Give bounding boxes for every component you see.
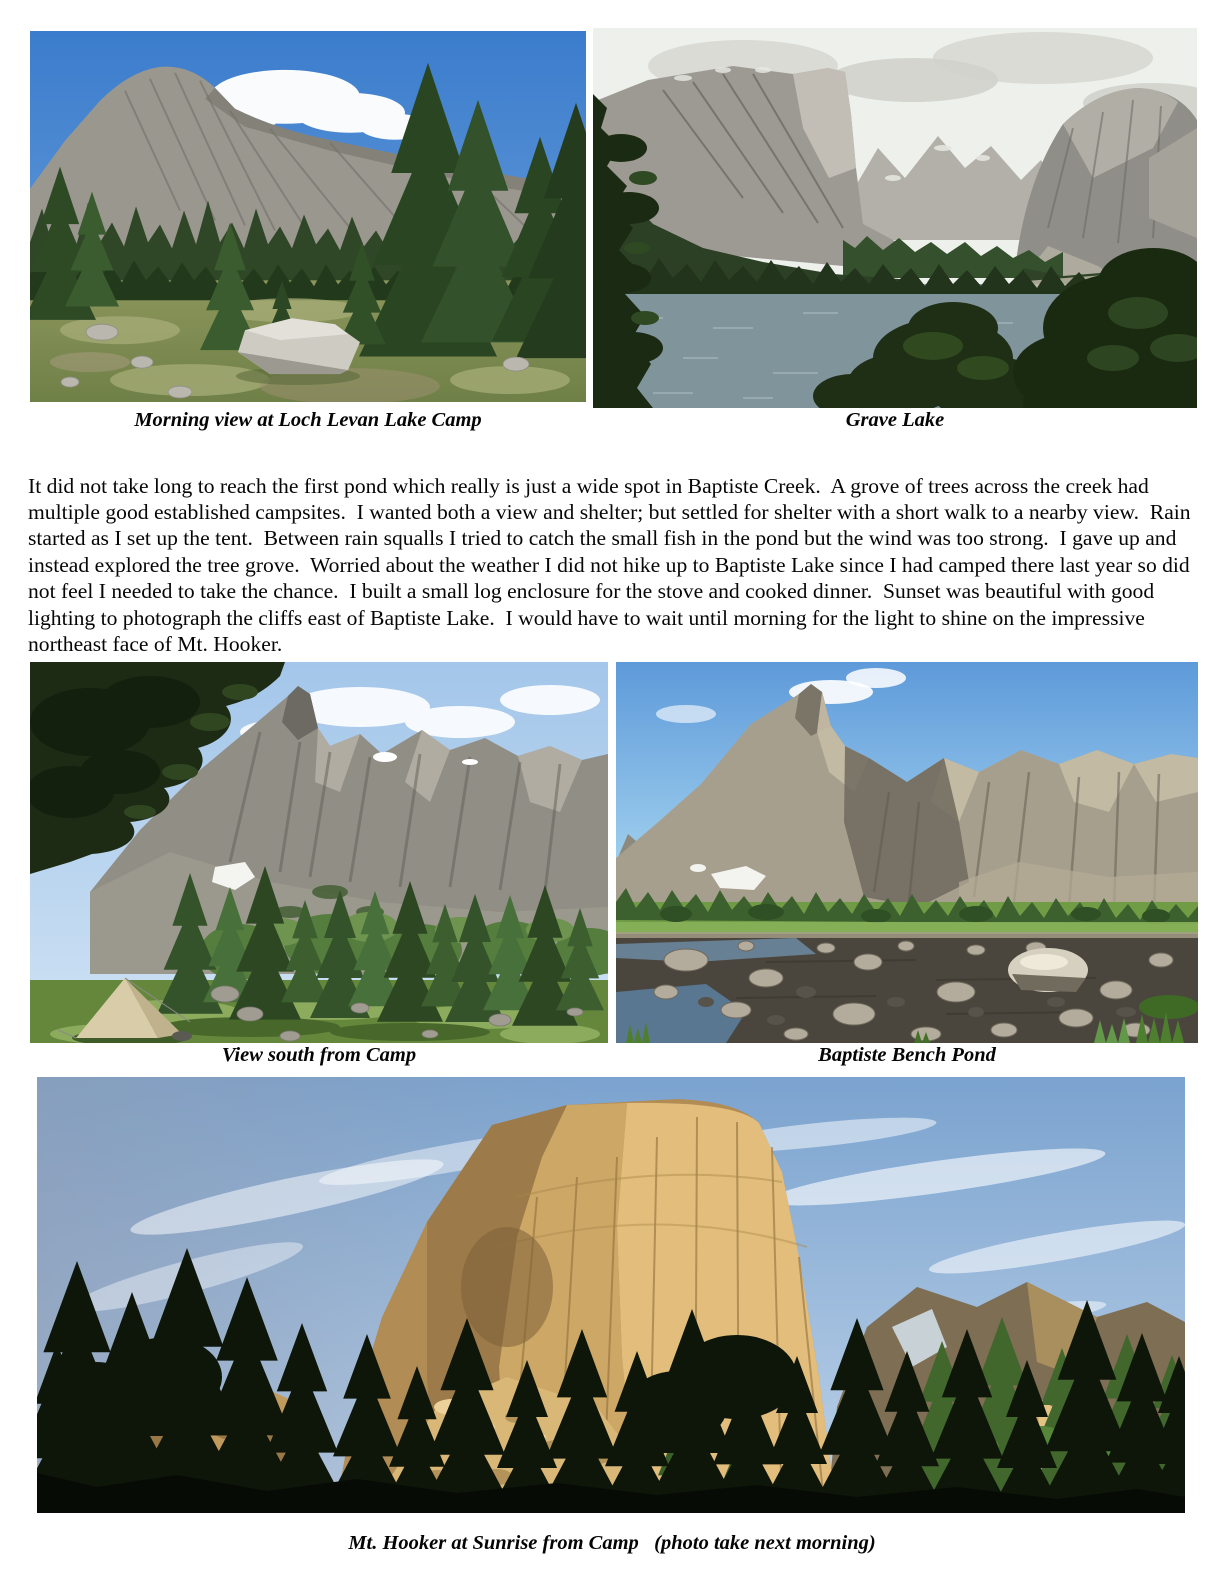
trip-report-paragraph: It did not take long to reach the first pond which really is just a wide spot in Baptiste Creek. A grove of trees across the creek had multiple good established campsites. I wanted both a view and shelter; but settled for shelter with a short walk to a nearby view. Rain started as I set up the tent. Between rain squalls I tried to catch the small fish in the pond but the wind was too strong. I gave up and instead explored the tree grove. Worried about the weather I did not hike up to Baptiste Lake since I had camped there last year so did not feel I needed to take the chance. I built a small log enclosure for the stove and cooked dinner. Sunset was beautiful with good lighting to photograph the cliffs east of Baptiste Lake. I would have to wait until morning for the light to shine on the impressive northeast face of Mt. Hooker. [28, 473, 1196, 657]
photo-baptiste-bench-pond [616, 662, 1198, 1043]
grave-lake-image [593, 28, 1197, 408]
caption-view-south: View south from Camp [221, 1044, 417, 1066]
photo-loch-levan-camp [30, 31, 586, 402]
mt-hooker-image [37, 1077, 1185, 1513]
photo-grave-lake [593, 28, 1197, 408]
view-south-image [30, 662, 608, 1043]
caption-loch-levan: Morning view at Loch Levan Lake Camp [134, 409, 482, 431]
photo-view-south-camp [30, 662, 608, 1043]
caption-grave-lake: Grave Lake [845, 409, 945, 431]
baptiste-bench-pond-image [616, 662, 1198, 1043]
caption-baptiste-bench-pond: Baptiste Bench Pond [818, 1044, 996, 1066]
photo-mt-hooker-sunrise [37, 1077, 1185, 1513]
caption-mt-hooker: Mt. Hooker at Sunrise from Camp (photo take next morning) [348, 1532, 876, 1554]
loch-levan-camp-image [30, 31, 586, 402]
